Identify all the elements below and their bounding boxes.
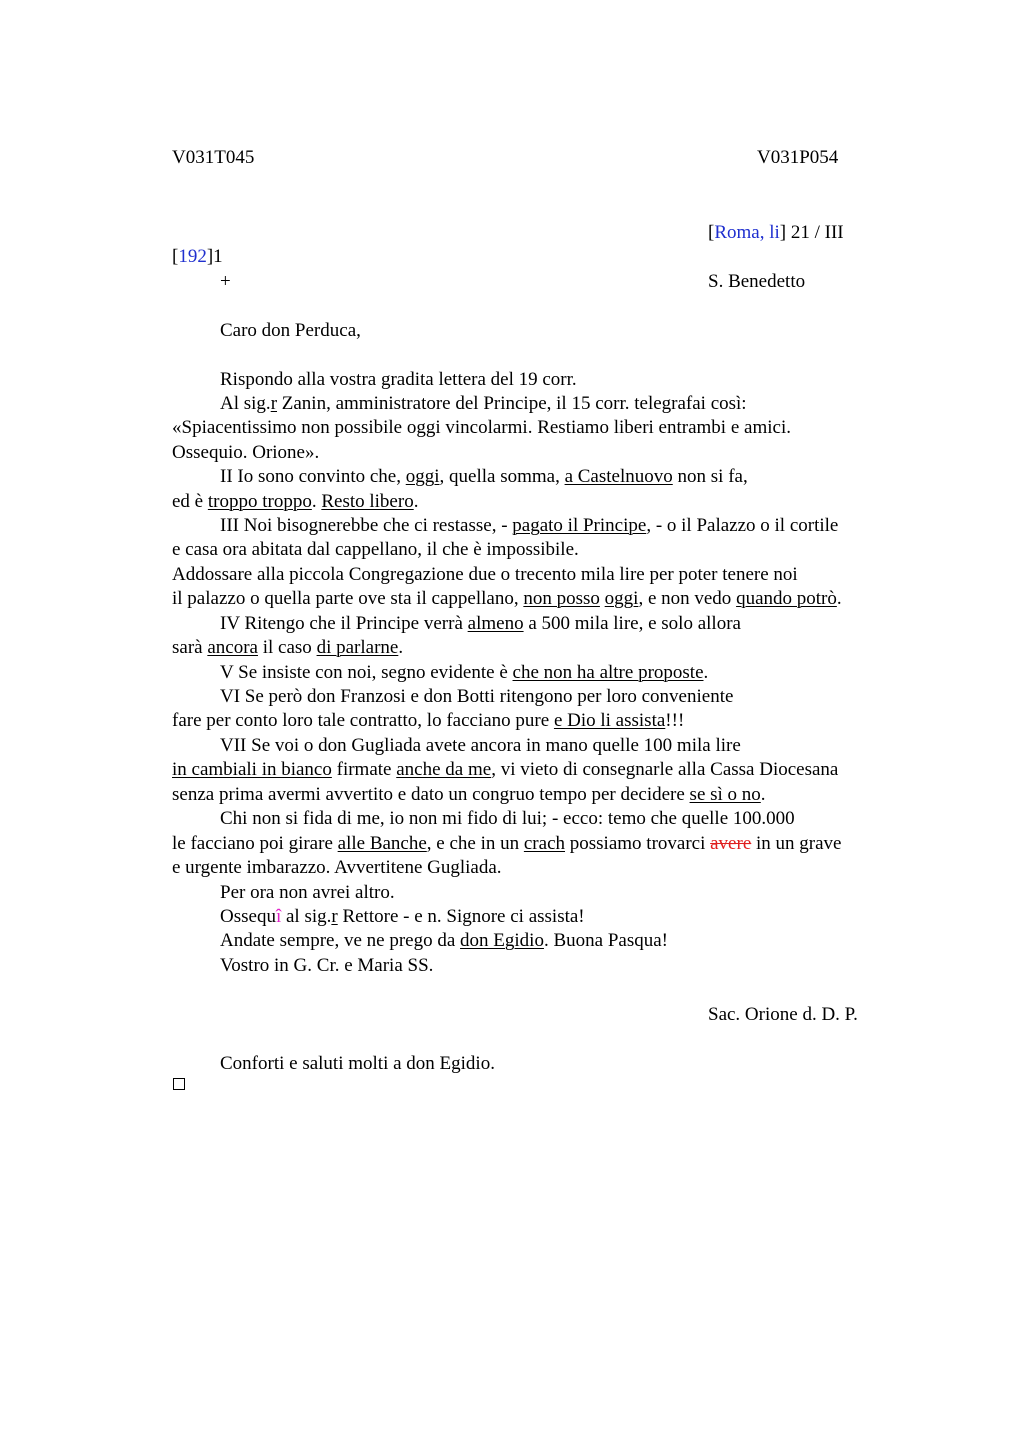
letter-line: V Se insiste con noi, segno evidente è che non ha altre proposte. (220, 662, 709, 683)
letter-line: Chi non si fida di me, io non mi fido di lui; - ecco: temo che quelle 100.000 (220, 808, 795, 829)
letter-line: Addossare alla piccola Congregazione due o trecento mila lire per poter tenere noi (172, 564, 798, 585)
letter-line: III Noi bisognerebbe che ci restasse, - pagato il Principe, - o il Palazzo o il cortile (220, 515, 839, 536)
location: S. Benedetto (708, 271, 806, 292)
letter-line: VI Se però don Franzosi e don Botti ritengono per loro conveniente (220, 686, 734, 707)
accent-mark: î (275, 906, 282, 927)
letter-line: in cambiali in bianco firmate anche da me, vi vieto di consegnarle alla Cassa Diocesana (172, 759, 839, 780)
letter-line: ed è troppo troppo. Resto libero. (172, 491, 419, 512)
document-code-left: V031T045 (172, 147, 255, 168)
dateline-place: Roma, li (714, 222, 780, 243)
letter-line: e casa ora abitata dal cappellano, il che è impossibile. (172, 539, 579, 560)
deleted-word: avere (710, 833, 752, 854)
letter-line: il palazzo o quella parte ove sta il cappellano, non posso oggi, e non vedo quando potrò. (172, 588, 842, 609)
end-square-icon (173, 1078, 185, 1090)
letter-line: IV Ritengo che il Principe verrà almeno a 500 mila lire, e solo allora (220, 613, 741, 634)
greeting: Caro don Perduca, (220, 320, 361, 341)
letter-line: Ossequî al sig.r Rettore - e n. Signore ci assista! (220, 906, 585, 927)
letter-line: Andate sempre, ve ne prego da don Egidio. Buona Pasqua! (220, 930, 668, 951)
letter-line: II Io sono convinto che, oggi, quella somma, a Castelnuovo non si fa, (220, 466, 748, 487)
letter-line: senza prima avermi avvertito e dato un congruo tempo per decidere se sì o no. (172, 784, 766, 805)
letter-line: Per ora non avrei altro. (220, 882, 395, 903)
letter-line: Rispondo alla vostra gradita lettera del 19 corr. (220, 369, 577, 390)
cross-symbol: + (220, 271, 231, 292)
document-code-right: V031P054 (757, 147, 839, 168)
letter-line: Al sig.r Zanin, amministratore del Principe, il 15 corr. telegrafai così: (220, 393, 747, 414)
postscript: Conforti e saluti molti a don Egidio. (220, 1053, 495, 1074)
letter-number-value: 192 (178, 246, 207, 267)
letter-line: sarà ancora il caso di parlarne. (172, 637, 404, 658)
letter-number: [192]1 (172, 246, 223, 267)
letter-line: fare per conto loro tale contratto, lo facciano pure e Dio li assista!!! (172, 710, 685, 731)
letter-line: Ossequio. Orione». (172, 442, 320, 463)
letter-line: VII Se voi o don Gugliada avete ancora in mano quelle 100 mila lire (220, 735, 741, 756)
letter-line: le facciano poi girare alle Banche, e che in un crach possiamo trovarci avere in un grave (172, 833, 842, 854)
letter-line: e urgente imbarazzo. Avvertitene Gugliada. (172, 857, 502, 878)
dateline-bracket: ] (779, 222, 787, 243)
dateline (708, 221, 844, 245)
letter-line: «Spiacentissimo non possibile oggi vincolarmi. Restiamo liberi entrambi e amici. (172, 417, 791, 438)
dateline-date: 21 / III (786, 222, 844, 243)
dateline-bracket: [ (708, 222, 715, 243)
letter-line: Vostro in G. Cr. e Maria SS. (220, 955, 434, 976)
signature: Sac. Orione d. D. P. (708, 1004, 858, 1025)
